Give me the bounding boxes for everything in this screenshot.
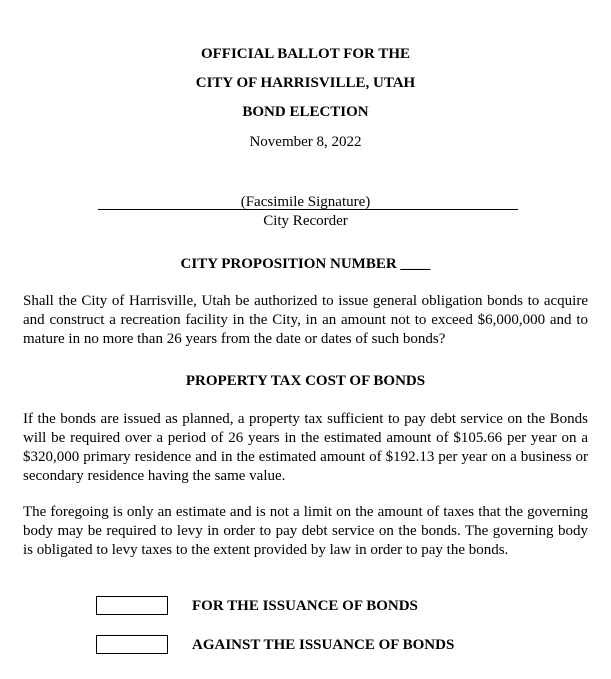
proposition-text: Shall the City of Harrisville, Utah be authorized to issue general obligation bonds to acquire and construct a recreation facility in the City, in an amount not to exceed $6,000,000 and to mature in no more than 26 years from the date or dates of such bonds? [23,293,588,347]
vote-against-checkbox[interactable] [96,635,168,654]
ballot-title-line1: OFFICIAL BALLOT FOR THE [200,46,411,62]
signature-caption: (Facsimile Signature) [240,194,371,210]
election-date: November 8, 2022 [249,134,362,150]
vote-for-label: FOR THE ISSUANCE OF BONDS [192,598,418,614]
ballot-title-line2: CITY OF HARRISVILLE, UTAH [195,75,416,91]
tax-cost-paragraph: If the bonds are issued as planned, a property tax sufficient to pay debt service on the Bonds will be required over a period of 26 years in the estimated amount of $105.66 per year on a $320,000 primary residence and in the estimated amount of $192.13 per year on a business or secondary residence having the same value. [23,411,588,484]
vote-against-label: AGAINST THE ISSUANCE OF BONDS [192,637,455,653]
vote-for-checkbox[interactable] [96,596,168,615]
signature-title: City Recorder [263,213,348,229]
ballot-title-line3: BOND ELECTION [242,104,369,120]
proposition-heading: CITY PROPOSITION NUMBER ____ [180,256,431,272]
signature-line [98,209,518,210]
tax-cost-heading: PROPERTY TAX COST OF BONDS [185,373,426,389]
estimate-disclaimer-paragraph: The foregoing is only an estimate and is not a limit on the amount of taxes that the governing body may be required to levy in order to pay debt service on the bonds. The governing body is obligated to levy taxes to the extent provided by law in order to pay the bonds. [23,504,588,558]
